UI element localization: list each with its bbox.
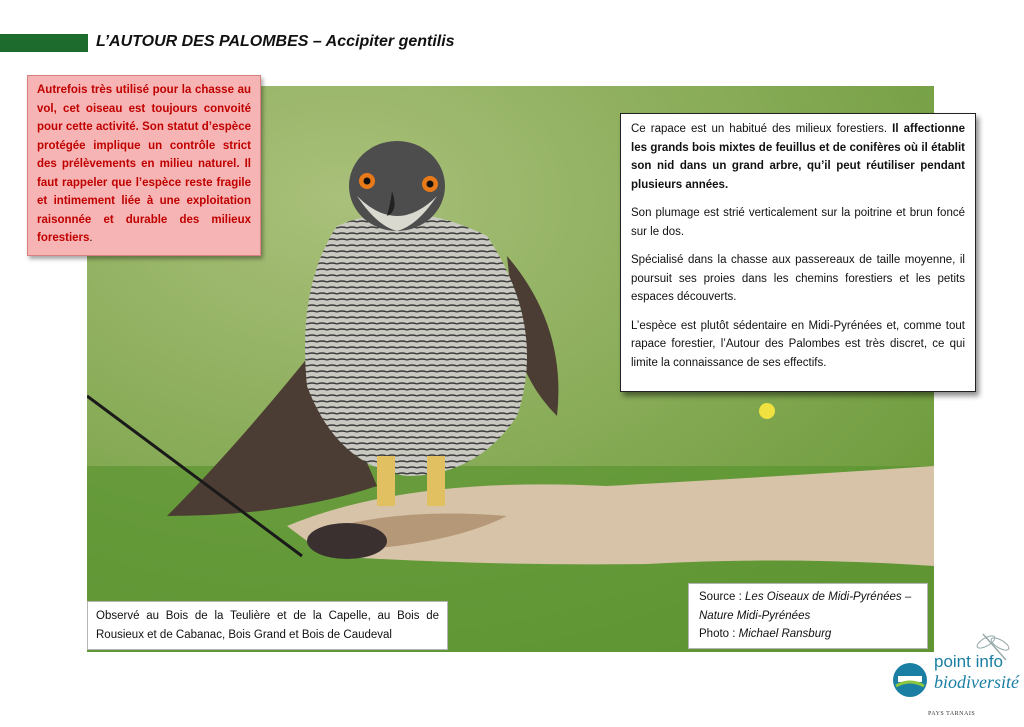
header-accent-bar <box>0 34 88 52</box>
intro-bold-text: Autrefois très utilisé pour la chasse au vol, cet oiseau est toujours convoité pour cette activité. Son statut d’espèce protégée implique un contrôle strict des prélèvements en milieu naturel. Il faut rappeler que l’espèce reste fragile et intimement liée à une exploitation raisonnée et durable des milieux forestiers <box>37 84 251 244</box>
intro-tail: . <box>89 232 93 244</box>
photo-label: Photo : <box>699 628 739 640</box>
logo-text <box>934 652 1019 692</box>
observation-box: Observé au Bois de la Teulière et de la Capelle, au Bois de Rousieux et de Cabanac, Bois Grand et Bois de Caudeval <box>87 601 448 650</box>
description-paragraph-1 <box>631 120 965 194</box>
logo-subtitle: PAYS TARNAIS <box>928 711 976 717</box>
source-book: Les Oiseaux de Midi-Pyrénées – Nature Midi-Pyrénées <box>699 591 912 622</box>
description-paragraph-3: Spécialisé dans la chasse aux passereaux de taille moyenne, il poursuit ses proies dans les chemins forestiers et les petits espaces découverts. <box>631 254 965 303</box>
title-main: L’AUTOUR DES PALOMBES – <box>96 33 326 50</box>
photographer: Michael Ransburg <box>738 628 832 640</box>
description-p1-bold: Il affectionne les grands bois mixtes de feuillus et de conifères où il établit son nid dans un grand arbre, qu’il peut réutiliser pendant plusieurs années. <box>631 123 965 191</box>
description-box <box>620 113 976 392</box>
source-label: Source : <box>699 591 746 603</box>
intro-box <box>27 75 261 256</box>
description-paragraph-2: Son plumage est strié verticalement sur la poitrine et brun foncé sur le dos. <box>631 207 965 238</box>
description-p1-normal: Ce rapace est un habitué des milieux forestiers. <box>631 123 893 135</box>
logo-line-2: biodiversité <box>934 672 1019 692</box>
logo-line-1: point info <box>934 652 1003 671</box>
title-latin: Accipiter gentilis <box>325 33 455 50</box>
description-paragraph-4: L’espèce est plutôt sédentaire en Midi-Pyrénées et, comme tout rapace forestier, l’Autour des Palombes est très discret, ce qui limite la connaissance de ses effectifs. <box>631 319 965 369</box>
page-title <box>96 33 455 51</box>
